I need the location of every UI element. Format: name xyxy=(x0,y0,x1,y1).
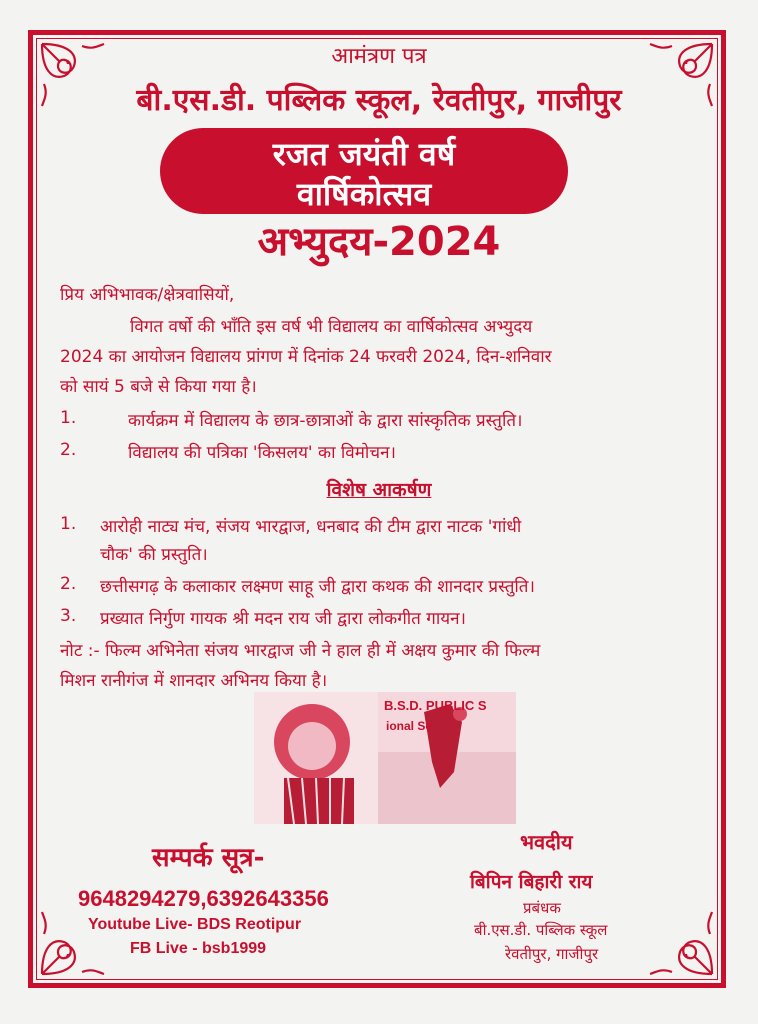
school-title: बी.एस.डी. पब्लिक स्कूल, रेवतीपुर, गाजीपुर xyxy=(136,83,622,118)
banner-line-2: वार्षिकोत्सव xyxy=(296,175,432,213)
special-item-number: 3. xyxy=(60,606,77,626)
special-item-text: प्रख्यात निर्गुण गायक श्री मदन राय जी द्वारा लोकगीत गायन। xyxy=(100,609,466,629)
note-line-2: मिशन रानीगंज में शानदार अभिनय किया है। xyxy=(60,671,328,691)
phone-numbers: 9648294279,6392643356 xyxy=(78,886,329,911)
invitation-label: आमंत्रण पत्र xyxy=(331,44,427,69)
corner-ornament-bottom-right xyxy=(646,908,716,978)
list-item-number: 2. xyxy=(60,440,77,460)
youtube-live: Youtube Live- BDS Reotipur xyxy=(88,916,302,933)
greeting: प्रिय अभिभावक/क्षेत्रवासियों, xyxy=(60,285,235,305)
paragraph-line-2: 2024 का आयोजन विद्यालय प्रांगण में दिनांक 24 फरवरी 2024, दिन-शनिवार xyxy=(60,347,552,367)
special-item-text: आरोही नाट्य मंच, संजय भारद्वाज, धनबाद की टीम द्वारा नाटक 'गांधी xyxy=(100,517,522,537)
contact-heading: सम्पर्क सूत्र- xyxy=(152,843,265,873)
special-item-number: 1. xyxy=(60,514,77,534)
signatory-name: बिपिन बिहारी राय xyxy=(470,871,593,893)
special-item-text: छत्तीसगढ़ के कलाकार लक्ष्मण साहू जी द्वारा कथक की शानदार प्रस्तुति। xyxy=(100,577,535,597)
event-title: अभ्युदय-2024 xyxy=(257,219,501,265)
facebook-live: FB Live - bsb1999 xyxy=(130,940,267,957)
paragraph-line-3: को सायं 5 बजे से किया गया है। xyxy=(60,377,257,397)
special-item-number: 2. xyxy=(60,574,77,594)
note-line-1: नोट :- फिल्म अभिनेता संजय भारद्वाज जी ने हाल ही में अक्षय कुमार की फिल्म xyxy=(60,641,541,661)
photo-banner-text: B.S.D. PUBLIC S xyxy=(384,698,487,713)
list-item-text: विद्यालय की पत्रिका 'किसलय' का विमोचन। xyxy=(128,443,396,463)
signatory-role: प्रबंधक xyxy=(523,899,561,917)
special-item-text-cont: चौक' की प्रस्तुति। xyxy=(100,545,208,565)
actor-photo xyxy=(254,692,516,824)
signatory-school: बी.एस.डी. पब्लिक स्कूल xyxy=(474,921,608,939)
signatory-place: रेवतीपुर, गाजीपुर xyxy=(505,945,599,963)
paragraph-line-1: विगत वर्षो की भाँति इस वर्ष भी विद्यालय का वार्षिकोत्सव अभ्युदय xyxy=(130,317,533,337)
closing: भवदीय xyxy=(520,830,573,854)
photo-banner-subtext: ional Se xyxy=(386,719,433,733)
special-attraction-heading: विशेष आकर्षण xyxy=(326,479,432,501)
banner-line-1: रजत जयंती वर्ष xyxy=(272,135,456,173)
list-item-number: 1. xyxy=(60,408,77,428)
list-item-text: कार्यक्रम में विद्यालय के छात्र-छात्राओं के द्वारा सांस्कृतिक प्रस्तुति। xyxy=(128,411,523,431)
